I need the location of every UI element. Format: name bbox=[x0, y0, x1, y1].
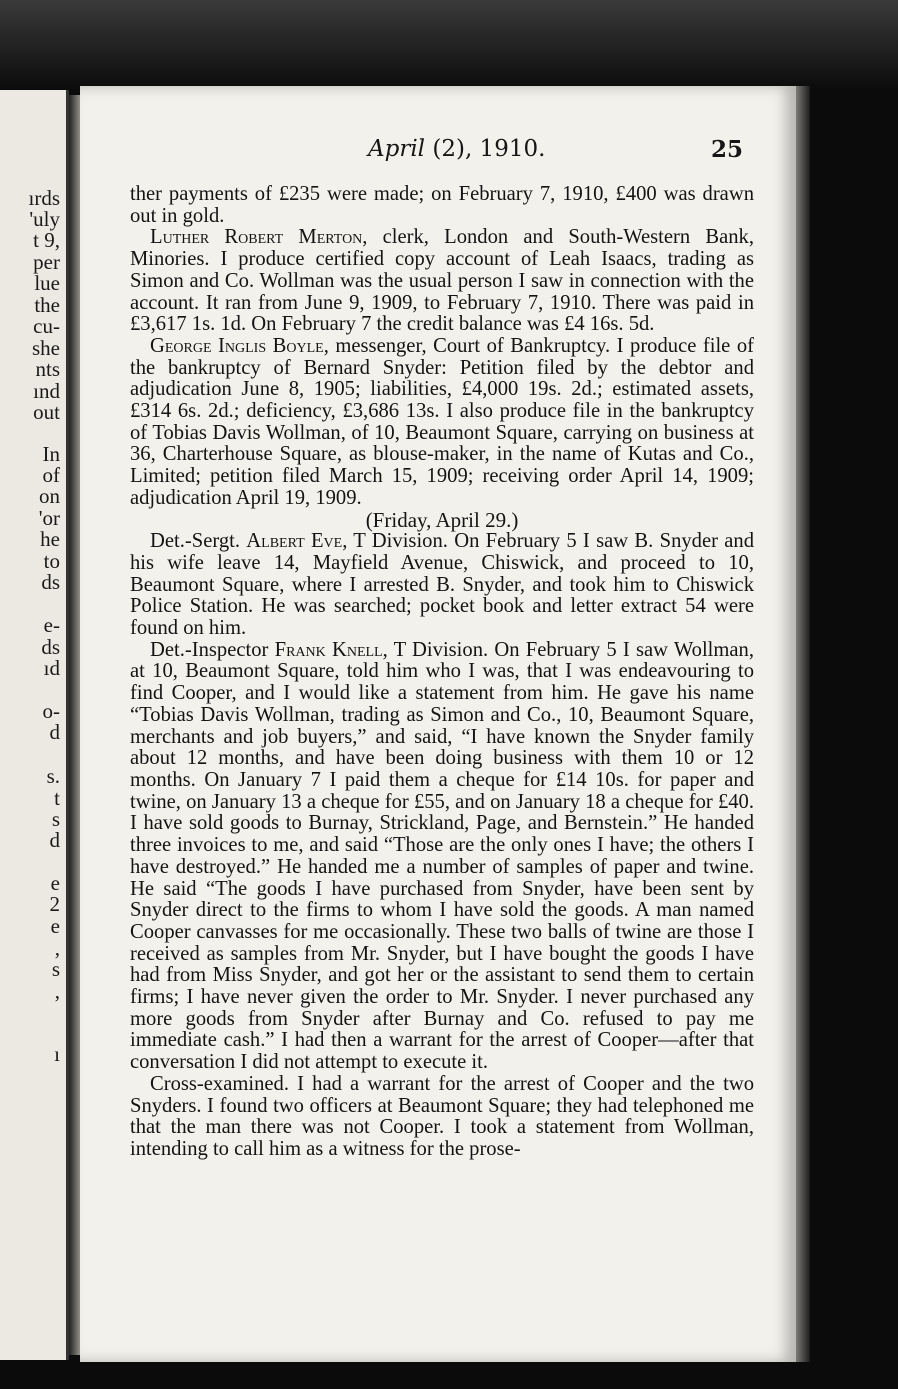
scan-top-shadow bbox=[0, 0, 898, 90]
left-page-fragment: the bbox=[34, 293, 60, 317]
left-page-fragment: ınd bbox=[33, 379, 60, 403]
left-page-fragment: e- bbox=[43, 613, 60, 637]
left-page-fragment: d bbox=[49, 720, 60, 744]
left-page-fragment: d bbox=[49, 828, 60, 852]
paragraph-text: , T Division. On February 5 I saw Wollman, at 10, Beaumont Square, told him who I was, that I was endeavouring to find Cooper, and I would like a statement from him. He gave his name “Tobias Davis Wollman, trading as Simon and Co., 10, Beaumont Square, merchants and job buyers,” and said, “I have known the Snyder family about 12 months, and have been doing business with them 10 or 12 months. On January 7 I paid them a cheque for £14 10s. for paper and twine, on January 13 a cheque for £55, and on January 18 a cheque for £40. I have sold goods to Burnay, Strickland, Page, and Bernstein.” He handed three invoices to me, and said “Those are the only ones I have; the others I have destroyed.” He handed me a number of samples of paper and twine. He said “The goods I have purchased from Snyder, have been sent by Snyder direct to the firms to whom I have sold the goods. A man named Cooper canvasses for me occasionally. These two balls of twine are those I received as samples from Mr. Snyder, but I have bought the goods I have had from Miss Snyder, and got her or the assistant to send them to certain firms; I have never given the order to Mr. Snyder. I never purchased any more goods from Snyder after Burnay and Co. refused to pay me immediate cash.” I had then a warrant for the arrest of Cooper—after that conversation I did not attempt to execute it. bbox=[130, 638, 754, 1074]
paragraph-text: , clerk, London and South-Western Bank, Minories. I produce certified copy account of Leah Isaacs, trading as Simon and Co. Wollman was the usual person I saw in connection with the account. It ran from June 9, 1909, to February 7, 1910. There was paid in £3,617 1s. 1d. On February 7 the credit balance was £4 16s. 5d. bbox=[130, 226, 755, 336]
paragraph bbox=[130, 640, 754, 1074]
left-page-fragment: ds bbox=[41, 570, 60, 594]
paragraph bbox=[130, 227, 754, 336]
left-page-fragment: to bbox=[43, 549, 60, 573]
paragraph bbox=[130, 184, 754, 227]
left-page-fragment: per bbox=[33, 250, 60, 274]
body-text bbox=[130, 184, 754, 1161]
page-edge bbox=[796, 86, 810, 1362]
book-page bbox=[80, 86, 796, 1362]
left-page-fragment: t bbox=[54, 786, 60, 810]
left-page-fragment: nts bbox=[35, 357, 60, 381]
left-page-fragment: of bbox=[42, 463, 60, 487]
paragraph-text: , T Division. On February 5 I saw B. Snyder and his wife leave 14, Mayfield Avenue, Chiswick, and proceed to 10, Beaumont Square, where I arrested B. Snyder, and took him to Chiswick Police Station. He was searched; pocket book and letter extract 54 were found on him. bbox=[130, 530, 754, 640]
left-page-fragment: ı bbox=[54, 1042, 60, 1066]
witness-name: Luther Robert Merton bbox=[150, 226, 363, 249]
paragraph bbox=[130, 1074, 754, 1161]
section-heading: (Friday, April 29.) bbox=[365, 507, 519, 532]
left-page-fragment: ıd bbox=[43, 656, 60, 680]
paragraph-text: Det.-Inspector bbox=[150, 638, 275, 661]
left-page-fragment: ds bbox=[41, 635, 60, 659]
left-page-fragment: 'uly bbox=[29, 207, 60, 231]
left-page-fragment: she bbox=[32, 336, 60, 360]
page-number: 25 bbox=[711, 136, 744, 163]
left-page-fragment: In bbox=[42, 442, 60, 466]
page-header bbox=[80, 136, 796, 166]
left-page-fragment: lue bbox=[34, 271, 60, 295]
left-page-fragment: s. bbox=[46, 764, 60, 788]
left-page-fragment: t 9, bbox=[33, 228, 60, 252]
left-page-fragment: out bbox=[33, 400, 60, 424]
paragraph-text: , messenger, Court of Bankruptcy. I produce file of the bankruptcy of Bernard Snyder: Petition filed by the debtor and adjudication June 8, 1905; liabilities, £4,000 19s. 2d.; estimated assets, £314 6s. 2d.; deficiency, £3,686 13s. I also produce file in the bankruptcy of Tobias Davis Wollman, of 10, Beaumont Square, carrying on business at 36, Charterhouse Square, as blouse-maker, in the name of Kutas and Co., Limited; petition filed March 15, 1909; receiving order April 14, 1909; adjudication April 19, 1909. bbox=[130, 334, 754, 509]
left-page-fragment: o- bbox=[42, 699, 60, 723]
left-page-fragment: ırds bbox=[28, 186, 60, 210]
left-page-fragment: s bbox=[51, 957, 60, 981]
adjacent-page-fragment bbox=[0, 90, 69, 1360]
witness-name: Frank Knell bbox=[274, 638, 383, 661]
paragraph-text: ther payments of £235 were made; on February 7, 1910, £400 was drawn out in gold. bbox=[130, 183, 754, 227]
left-page-fragment: e bbox=[50, 914, 60, 938]
running-head: April (2), 1910. bbox=[368, 136, 546, 162]
left-page-fragment: 'or bbox=[38, 506, 60, 530]
left-page-fragment: e bbox=[50, 871, 60, 895]
left-page-fragment: , bbox=[54, 936, 60, 960]
left-page-fragment: , bbox=[54, 979, 60, 1003]
witness-name: George Inglis Boyle bbox=[150, 334, 324, 357]
left-page-fragment: he bbox=[40, 527, 60, 551]
left-page-fragment: on bbox=[39, 484, 60, 508]
paragraph bbox=[130, 531, 754, 640]
left-page-fragment: cu- bbox=[33, 314, 60, 338]
left-page-fragment: 2 bbox=[49, 892, 60, 916]
paragraph bbox=[130, 336, 754, 510]
paragraph-text: Det.-Sergt. bbox=[150, 530, 247, 553]
left-page-fragment: s bbox=[51, 807, 60, 831]
paragraph-text: Cross-examined. I had a warrant for the arrest of Cooper and the two Snyders. I found two officers at Beaumont Square; they had telephoned me that the man there was not Cooper. I took a statement from Wollman, intending to call him as a witness for the prose- bbox=[130, 1072, 754, 1160]
witness-name: Albert Eve bbox=[246, 530, 343, 553]
